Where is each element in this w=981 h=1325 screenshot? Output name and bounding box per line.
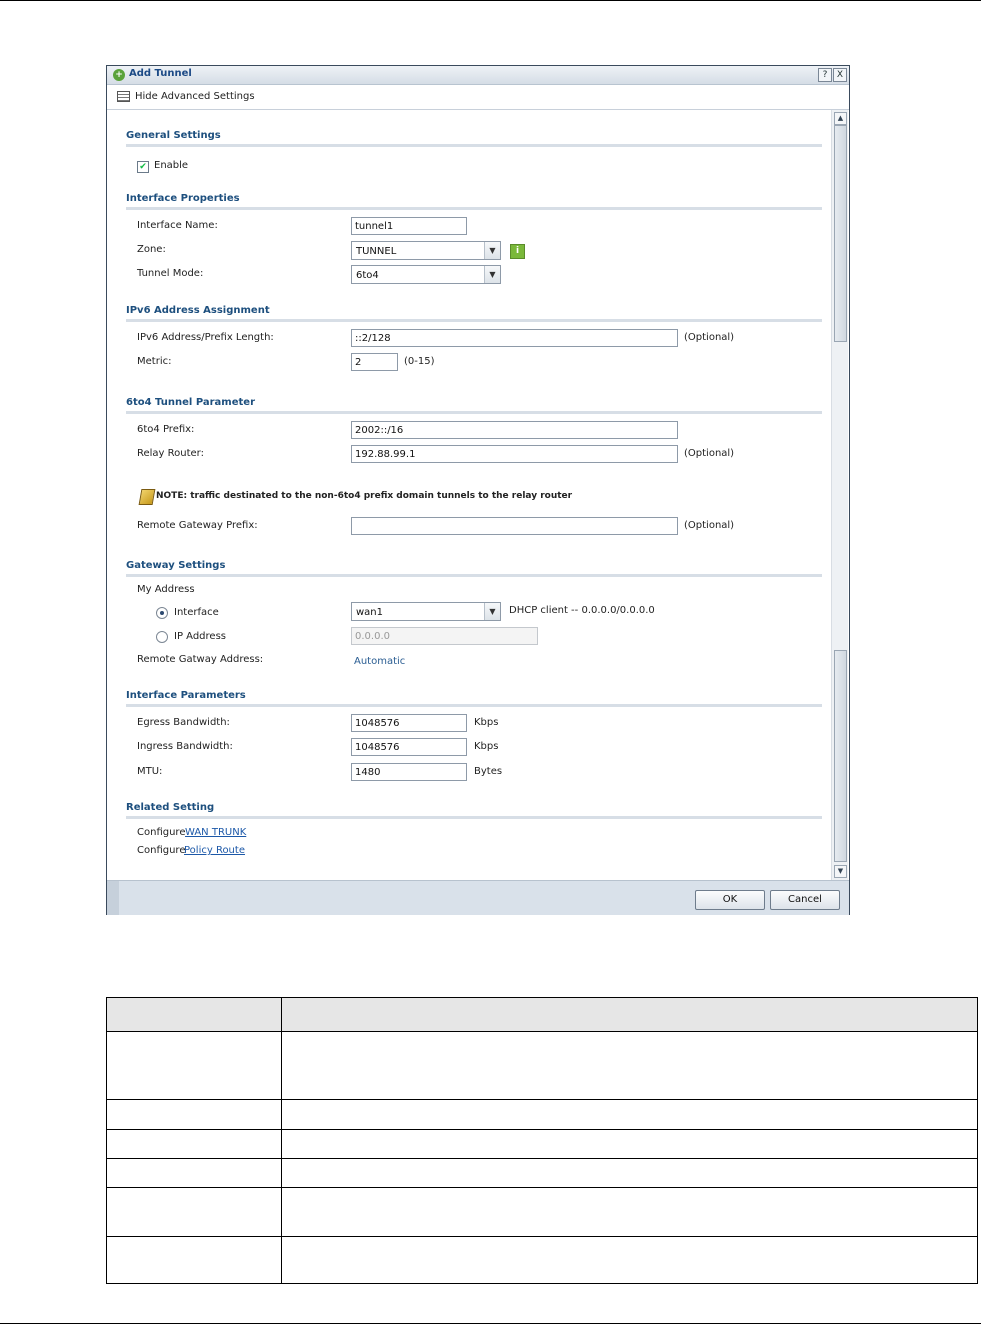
table-cell [107, 1188, 282, 1237]
page-top-rule [0, 0, 981, 1]
relay-router-input[interactable]: 192.88.99.1 [351, 445, 678, 463]
wan-trunk-link[interactable]: WAN TRUNK [185, 827, 247, 838]
egress-bandwidth-unit: Kbps [474, 717, 499, 728]
egress-bandwidth-label: Egress Bandwidth: [137, 717, 230, 728]
table-row [107, 1159, 978, 1188]
interface-name-input[interactable]: tunnel1 [351, 217, 467, 235]
section-divider [126, 207, 822, 210]
mtu-unit: Bytes [474, 766, 503, 777]
section-title-related: Related Setting [126, 802, 215, 813]
6to4-prefix-label: 6to4 Prefix: [137, 424, 195, 435]
relay-router-label: Relay Router: [137, 448, 204, 459]
dialog-footer [107, 880, 849, 915]
ingress-bandwidth-input[interactable]: 1048576 [351, 738, 467, 756]
mtu-input[interactable]: 1480 [351, 763, 467, 781]
relay-router-hint: (Optional) [684, 448, 735, 459]
table-row [107, 1237, 978, 1284]
scroll-down-icon[interactable]: ▼ [834, 865, 847, 878]
ok-button[interactable]: OK [695, 890, 765, 910]
section-title-interface-parameters: Interface Parameters [126, 690, 246, 701]
table-header-cell [107, 998, 282, 1032]
remote-gateway-address-label: Remote Gatway Address: [137, 654, 264, 665]
mtu-label: MTU: [137, 766, 163, 777]
metric-label: Metric: [137, 356, 172, 367]
chevron-down-icon[interactable]: ▼ [484, 266, 500, 283]
table-row [107, 1130, 978, 1159]
table-header-row [107, 998, 978, 1032]
policy-route-link[interactable]: Policy Route [184, 845, 245, 856]
vertical-scrollbar[interactable] [831, 110, 848, 880]
ip-address-input[interactable]: 0.0.0.0 [351, 627, 538, 645]
configure-label-2: Configure [137, 845, 186, 856]
interface-select[interactable] [351, 602, 501, 621]
footer-strip [107, 881, 119, 915]
enable-checkbox[interactable]: ✔ [137, 161, 149, 173]
table-cell [107, 1100, 282, 1130]
scroll-up-icon[interactable]: ▲ [834, 112, 847, 125]
ipv6-prefix-hint: (Optional) [684, 332, 735, 343]
interface-select-value: wan1 [356, 607, 384, 618]
note-icon [139, 489, 156, 505]
egress-bandwidth-input[interactable]: 1048576 [351, 714, 467, 732]
zone-value: TUNNEL [356, 246, 397, 257]
section-title-gateway: Gateway Settings [126, 560, 226, 571]
configure-label-1: Configure [137, 827, 186, 838]
enable-label: Enable [154, 160, 189, 171]
advanced-settings-icon[interactable] [117, 91, 130, 102]
table-cell [282, 1159, 978, 1188]
dialog-title: Add Tunnel [129, 68, 192, 79]
interface-radio-label: Interface [174, 607, 219, 618]
section-title-ipv6: IPv6 Address Assignment [126, 305, 270, 316]
table-cell [282, 1130, 978, 1159]
tunnel-mode-select[interactable] [351, 265, 501, 284]
remote-gateway-prefix-input[interactable] [351, 517, 678, 535]
metric-hint: (0-15) [404, 356, 435, 367]
hide-advanced-settings-button[interactable]: Hide Advanced Settings [135, 91, 255, 102]
section-divider [126, 411, 822, 414]
page-bottom-rule [0, 1323, 981, 1324]
section-title-interface-properties: Interface Properties [126, 193, 240, 204]
table-cell [282, 1237, 978, 1284]
table-cell [107, 1032, 282, 1100]
table-row [107, 1188, 978, 1237]
remote-gateway-prefix-label: Remote Gateway Prefix: [137, 520, 258, 531]
toolbar [107, 85, 849, 110]
interface-info: DHCP client -- 0.0.0.0/0.0.0.0 [509, 605, 655, 616]
ingress-bandwidth-label: Ingress Bandwidth: [137, 741, 233, 752]
interface-name-label: Interface Name: [137, 220, 218, 231]
table-cell [107, 1159, 282, 1188]
add-tunnel-dialog [106, 65, 850, 915]
metric-input[interactable]: 2 [351, 353, 398, 371]
table-cell [282, 1188, 978, 1237]
ip-address-radio-label: IP Address [174, 631, 226, 642]
table-row [107, 1100, 978, 1130]
ingress-bandwidth-unit: Kbps [474, 741, 499, 752]
tunnel-mode-value: 6to4 [356, 270, 379, 281]
6to4-prefix-input[interactable]: 2002::/16 [351, 421, 678, 439]
note-text: NOTE: traffic destinated to the non-6to4 prefix domain tunnels to the relay router [156, 491, 573, 501]
close-icon[interactable]: X [833, 68, 847, 82]
section-divider [126, 816, 822, 819]
remote-gateway-address-value: Automatic [354, 656, 406, 667]
table-row [107, 1032, 978, 1100]
my-address-label: My Address [137, 584, 195, 595]
scroll-thumb-upper[interactable] [834, 125, 847, 342]
remote-gateway-prefix-hint: (Optional) [684, 520, 735, 531]
section-divider [126, 704, 822, 707]
chevron-down-icon[interactable]: ▼ [484, 242, 500, 259]
tunnel-mode-label: Tunnel Mode: [137, 268, 204, 279]
interface-radio[interactable] [156, 607, 168, 619]
cancel-button[interactable]: Cancel [770, 890, 840, 910]
section-divider [126, 319, 822, 322]
table-cell [107, 1130, 282, 1159]
section-divider [126, 574, 822, 577]
table-cell [282, 1100, 978, 1130]
description-table [106, 997, 978, 1284]
dialog-titlebar [107, 66, 849, 85]
ipv6-prefix-input[interactable]: ::2/128 [351, 329, 678, 347]
table-cell [107, 1237, 282, 1284]
section-title-6to4: 6to4 Tunnel Parameter [126, 397, 256, 408]
chevron-down-icon[interactable]: ▼ [484, 603, 500, 620]
help-icon[interactable]: ? [818, 68, 832, 82]
scroll-thumb-lower[interactable] [834, 650, 847, 862]
section-title-general: General Settings [126, 130, 221, 141]
dialog-content [107, 110, 831, 880]
ipv6-prefix-label: IPv6 Address/Prefix Length: [137, 332, 274, 343]
zone-label: Zone: [137, 244, 166, 255]
section-divider [126, 144, 822, 147]
info-icon[interactable]: i [510, 244, 525, 259]
ip-address-radio[interactable] [156, 631, 168, 643]
zone-select[interactable] [351, 241, 501, 260]
table-cell [282, 1032, 978, 1100]
table-header-cell [282, 998, 978, 1032]
add-icon: + [113, 69, 125, 81]
